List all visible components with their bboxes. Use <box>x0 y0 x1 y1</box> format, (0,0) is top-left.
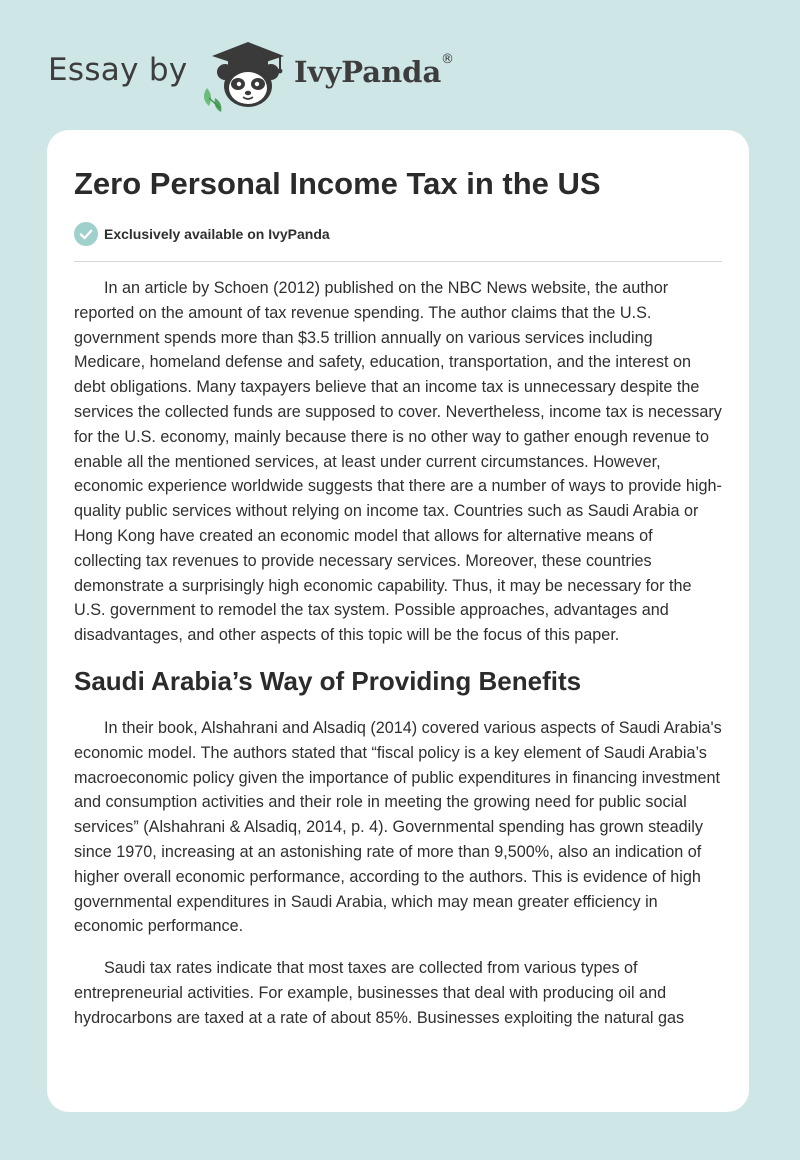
paragraph: In an article by Schoen (2012) published on the NBC News website, the author reported on the amount of tax revenue spending. The author claims that the U.S. government spends more than $3.5 trillion annually on various services including Medicare, homeland defense and safety, education, transportation, and the interest on debt obligations. Many taxpayers believe that an income tax is unnecessary despite the services the collected funds are supposed to cover. Nevertheless, income tax is necessary for the U.S. economy, mainly because there is no other way to gather enough revenue to enable all the mentioned services, at least under current circumstances. However, economic experience worldwide suggests that there are a number of ways to provide high-quality public services without relying on income tax. Countries such as Saudi Arabia or Hong Kong have created an economic model that allows for alternative means of collecting tax revenues to provide necessary services. Moreover, these countries demonstrate a surprisingly high economic capability. Thus, it may be necessary for the U.S. government to remodel the tax system. Possible approaches, advantages and disadvantages, and other aspects of this topic will be the focus of this paper. <box>74 279 722 645</box>
panda-graduate-logo-icon[interactable] <box>200 36 292 112</box>
paragraph: In their book, Alshahrani and Alsadiq (2014) covered various aspects of Saudi Arabia's economic model. The authors stated that “fiscal policy is a key element of Saudi Arabia’s macroeconomic policy given the importance of public expenditures in financing investment and consumption activities and their role in meeting the growing need for public social services” (Alshahrani & Alsadiq, 2014, p. 4). Governmental spending has grown steadily since 1970, increasing at an astonishing rate of more than 9,500%, also an indication of higher overall economic performance, according to the authors. This is evidence of high governmental expenditures in Saudi Arabia, which may mean greater efficiency in economic performance. <box>74 718 722 936</box>
article-card <box>47 130 749 1112</box>
section-heading: Saudi Arabia’s Way of Providing Benefits <box>74 665 582 696</box>
badge-label: Exclusively available on IvyPanda <box>104 226 330 242</box>
page-title: Zero Personal Income Tax in the US <box>74 166 601 201</box>
exclusive-badge <box>74 222 330 246</box>
paragraph: Saudi tax rates indicate that most taxes are collected from various types of entrepreneurial activities. For example, businesses that deal with producing oil and hydrocarbons are taxed at a rate of about 85%. Businesses exploiting the natural gas <box>74 959 685 1027</box>
brand-prefix: Essay by <box>48 52 188 88</box>
brand-name[interactable]: IvyPanda <box>294 55 442 89</box>
site-header <box>0 0 800 130</box>
registered-mark: ® <box>441 52 454 67</box>
article-body <box>74 276 724 1031</box>
divider <box>74 261 722 262</box>
check-circle-icon <box>74 222 98 246</box>
